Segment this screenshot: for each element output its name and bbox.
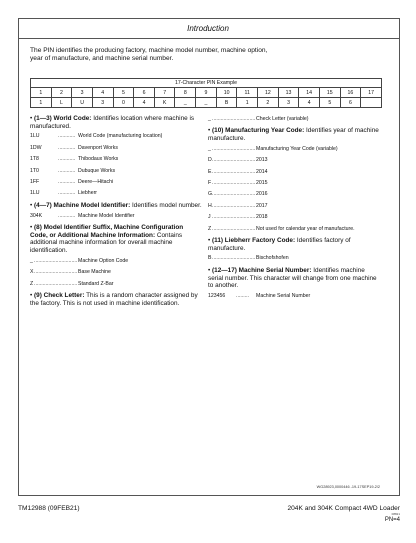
code-description: 2013 — [256, 157, 268, 164]
code-description: World Code (manufacturing location) — [78, 133, 163, 140]
code-row — [208, 214, 380, 220]
code: D — [208, 157, 212, 164]
pin-char: 1 — [31, 98, 52, 108]
pin-char: 1 — [237, 98, 258, 108]
code: 123456 — [208, 292, 226, 299]
code-row — [208, 180, 380, 186]
section-serial-number: • (12—17) Machine Serial Number: Identifies machine serial number. This character will change from one machine to another. — [208, 266, 377, 290]
code: J — [208, 214, 211, 221]
code-row — [30, 213, 202, 219]
section-text: This is a random character assigned by the factory. This is not used in machine identification. — [30, 291, 198, 307]
section-check-letter: • (9) Check Letter: This is a random character assigned by the factory. This is not used in machine identification. — [30, 291, 198, 307]
code-row — [208, 191, 380, 197]
code-row — [30, 145, 202, 151]
pin-position: 9 — [196, 88, 217, 98]
code-row — [208, 226, 380, 232]
code-row — [30, 281, 202, 287]
leader-dots: .............................. — [212, 214, 256, 221]
code-description: Not used for calendar year of manufacture. — [256, 225, 355, 232]
code: 1T8 — [30, 156, 39, 163]
leader-dots: .............................. — [212, 255, 256, 262]
code-description: Machine Serial Number — [256, 292, 311, 299]
left-column — [30, 113, 202, 309]
pin-char: _ — [175, 98, 196, 108]
code: G — [208, 191, 213, 198]
pin-table-title: 17-Character PIN Example — [31, 79, 382, 88]
code: _ — [30, 257, 33, 264]
manual-title: 204K and 304K Compact 4WD Loader — [287, 505, 400, 512]
leader-dots: .............................. — [212, 180, 256, 187]
code-description: Liebherr — [78, 190, 98, 197]
section-heading: (10) Manufacturing Year Code: — [212, 127, 305, 135]
code: F — [208, 180, 212, 187]
section-text: Identifies machine serial number. This character will change from one machine to another. — [208, 266, 377, 290]
pin-position: 1 — [31, 88, 52, 98]
pin-position: 2 — [51, 88, 72, 98]
leader-dots: .............................. — [212, 191, 256, 198]
pin-char: 2 — [258, 98, 279, 108]
code-description: Bischofshofen — [256, 255, 289, 262]
code-description: Check Letter (variable) — [256, 116, 309, 122]
leader-dots: .............................. — [212, 202, 256, 209]
code-description: 2018 — [256, 214, 268, 221]
pin-char: 0 — [113, 98, 134, 108]
section-text: Contains additional machine information for overall machine identification. — [30, 231, 183, 255]
code: H — [208, 202, 212, 209]
code: 304K — [30, 212, 43, 219]
pin-char: B — [216, 98, 237, 108]
page-header-title: Introduction — [187, 24, 229, 33]
code-description: 2017 — [256, 202, 268, 209]
pin-char: 3 — [92, 98, 113, 108]
code-description: Manufacturing Year Code (variable) — [256, 145, 338, 152]
pin-example-table — [30, 78, 382, 108]
code-row — [30, 269, 202, 275]
header-divider — [18, 38, 400, 39]
pin-char: 5 — [319, 98, 340, 108]
pin-example-row — [31, 98, 382, 108]
code: Z — [208, 225, 212, 232]
code: 1T0 — [30, 167, 39, 174]
code-row — [208, 169, 380, 175]
section-text: Identifies model number. — [130, 201, 202, 209]
code: Z — [30, 280, 34, 287]
pin-position: 12 — [258, 88, 279, 98]
code-row — [208, 116, 380, 122]
page-number: PN=4 — [384, 517, 400, 523]
code-description: Standard Z-Bar — [78, 280, 114, 287]
code-description: Davenport Works — [78, 144, 118, 151]
code: E — [208, 168, 212, 175]
leader-dots: ............ — [58, 212, 76, 219]
code: B — [208, 255, 212, 262]
code: 1FF — [30, 179, 40, 186]
code-row — [208, 203, 380, 209]
section-heading: (4—7) Machine Model Identifier: — [34, 201, 131, 209]
pin-position: 16 — [340, 88, 361, 98]
leader-dots: ............ — [58, 179, 76, 186]
leader-dots: .............................. — [212, 116, 256, 122]
leader-dots: ............ — [58, 156, 76, 163]
pin-position: 3 — [72, 88, 93, 98]
leader-dots: .............................. — [212, 157, 256, 164]
leader-dots: .............................. — [212, 145, 256, 152]
leader-dots: .............................. — [34, 269, 78, 276]
manual-id: TM12988 (09FEB21) — [18, 505, 80, 512]
leader-dots: ............ — [58, 133, 76, 140]
code-row — [30, 190, 202, 196]
code: 1LU — [30, 133, 40, 140]
section-text: Identifies factory of manufacture. — [208, 237, 351, 252]
leader-dots: .............................. — [212, 225, 256, 232]
leader-dots: .............................. — [34, 257, 78, 264]
code: 1LU — [30, 190, 40, 197]
pin-position: 5 — [113, 88, 134, 98]
intro-paragraph: The PIN identifies the producing factory, machine model number, machine option, year of manufacture, and machine serial number. — [30, 47, 268, 63]
code: _ — [208, 145, 211, 152]
pin-position: 17 — [361, 88, 382, 98]
leader-dots: ......... — [236, 292, 249, 299]
section-heading: (11) Liebherr Factory Code: — [212, 237, 296, 245]
pin-positions-row — [31, 88, 382, 98]
code-row — [208, 255, 380, 261]
code-row — [30, 156, 202, 162]
code-row — [30, 258, 202, 264]
code-description: Base Machine — [78, 269, 111, 276]
leader-dots: ............ — [58, 167, 76, 174]
code-description: Thibodaux Works — [78, 156, 119, 163]
pin-char: U — [72, 98, 93, 108]
section-text: Identifies location where machine is manufactured. — [30, 115, 195, 130]
code-row — [208, 146, 380, 152]
section-model-suffix: • (8) Model Identifier Suffix, Machine Configuration Code, or Additional Machine Information: Contains additional machine information for overall machine identification. — [30, 223, 184, 255]
code-row — [30, 133, 202, 139]
code: 1DW — [30, 144, 42, 151]
code-row — [30, 168, 202, 174]
code-description: 2014 — [256, 168, 268, 175]
pin-position: 13 — [278, 88, 299, 98]
pin-char: 4 — [134, 98, 155, 108]
pin-char — [361, 98, 382, 108]
code-row — [208, 293, 380, 299]
section-heading: (9) Check Letter: — [34, 291, 85, 299]
pin-char: 4 — [299, 98, 320, 108]
code-description: 2016 — [256, 191, 268, 198]
footer-small-code: 08821 — [391, 512, 400, 516]
code: _ — [208, 116, 211, 122]
code-description: Dubuque Works — [78, 167, 116, 174]
pin-position: 4 — [92, 88, 113, 98]
pin-char: L — [51, 98, 72, 108]
pin-char: _ — [196, 98, 217, 108]
code: X — [30, 269, 34, 276]
pin-char: K — [154, 98, 175, 108]
right-column — [208, 113, 380, 304]
pin-position: 6 — [134, 88, 155, 98]
code-description: Deere—Hitachi — [78, 179, 114, 186]
section-year-code: • (10) Manufacturing Year Code: Identifies year of machine manufacture. — [208, 127, 379, 143]
pin-char: 3 — [278, 98, 299, 108]
code-description: Machine Option Code — [78, 257, 129, 264]
section-heading: (12—17) Machine Serial Number: — [212, 266, 312, 274]
section-heading: (8) Model Identifier Suffix, Machine Configuration Code, or Additional Machine Information: — [30, 223, 184, 239]
pin-position: 10 — [216, 88, 237, 98]
code-row — [30, 179, 202, 185]
reference-code: WG28923,0000446 -19-17SEP19-2/2 — [316, 485, 380, 489]
leader-dots: ............ — [58, 144, 76, 151]
pin-position: 11 — [237, 88, 258, 98]
code-description: Machine Model Identifier — [78, 212, 135, 219]
section-text: Identifies year of machine manufacture. — [208, 127, 379, 143]
pin-position: 15 — [319, 88, 340, 98]
section-heading: (1—3) World Code: — [34, 115, 92, 122]
section-world-code: • (1—3) World Code: Identifies location where machine is manufactured. — [30, 115, 195, 130]
pin-position: 14 — [299, 88, 320, 98]
section-model-identifier: • (4—7) Machine Model Identifier: Identifies model number. — [30, 201, 202, 209]
section-factory-code: • (11) Liebherr Factory Code: Identifies factory of manufacture. — [208, 237, 351, 252]
pin-position: 8 — [175, 88, 196, 98]
code-description: 2015 — [256, 180, 268, 187]
leader-dots: .............................. — [34, 280, 78, 287]
code-row — [208, 157, 380, 163]
pin-position: 7 — [154, 88, 175, 98]
leader-dots: ............ — [58, 190, 76, 197]
pin-char: 6 — [340, 98, 361, 108]
leader-dots: .............................. — [212, 168, 256, 175]
